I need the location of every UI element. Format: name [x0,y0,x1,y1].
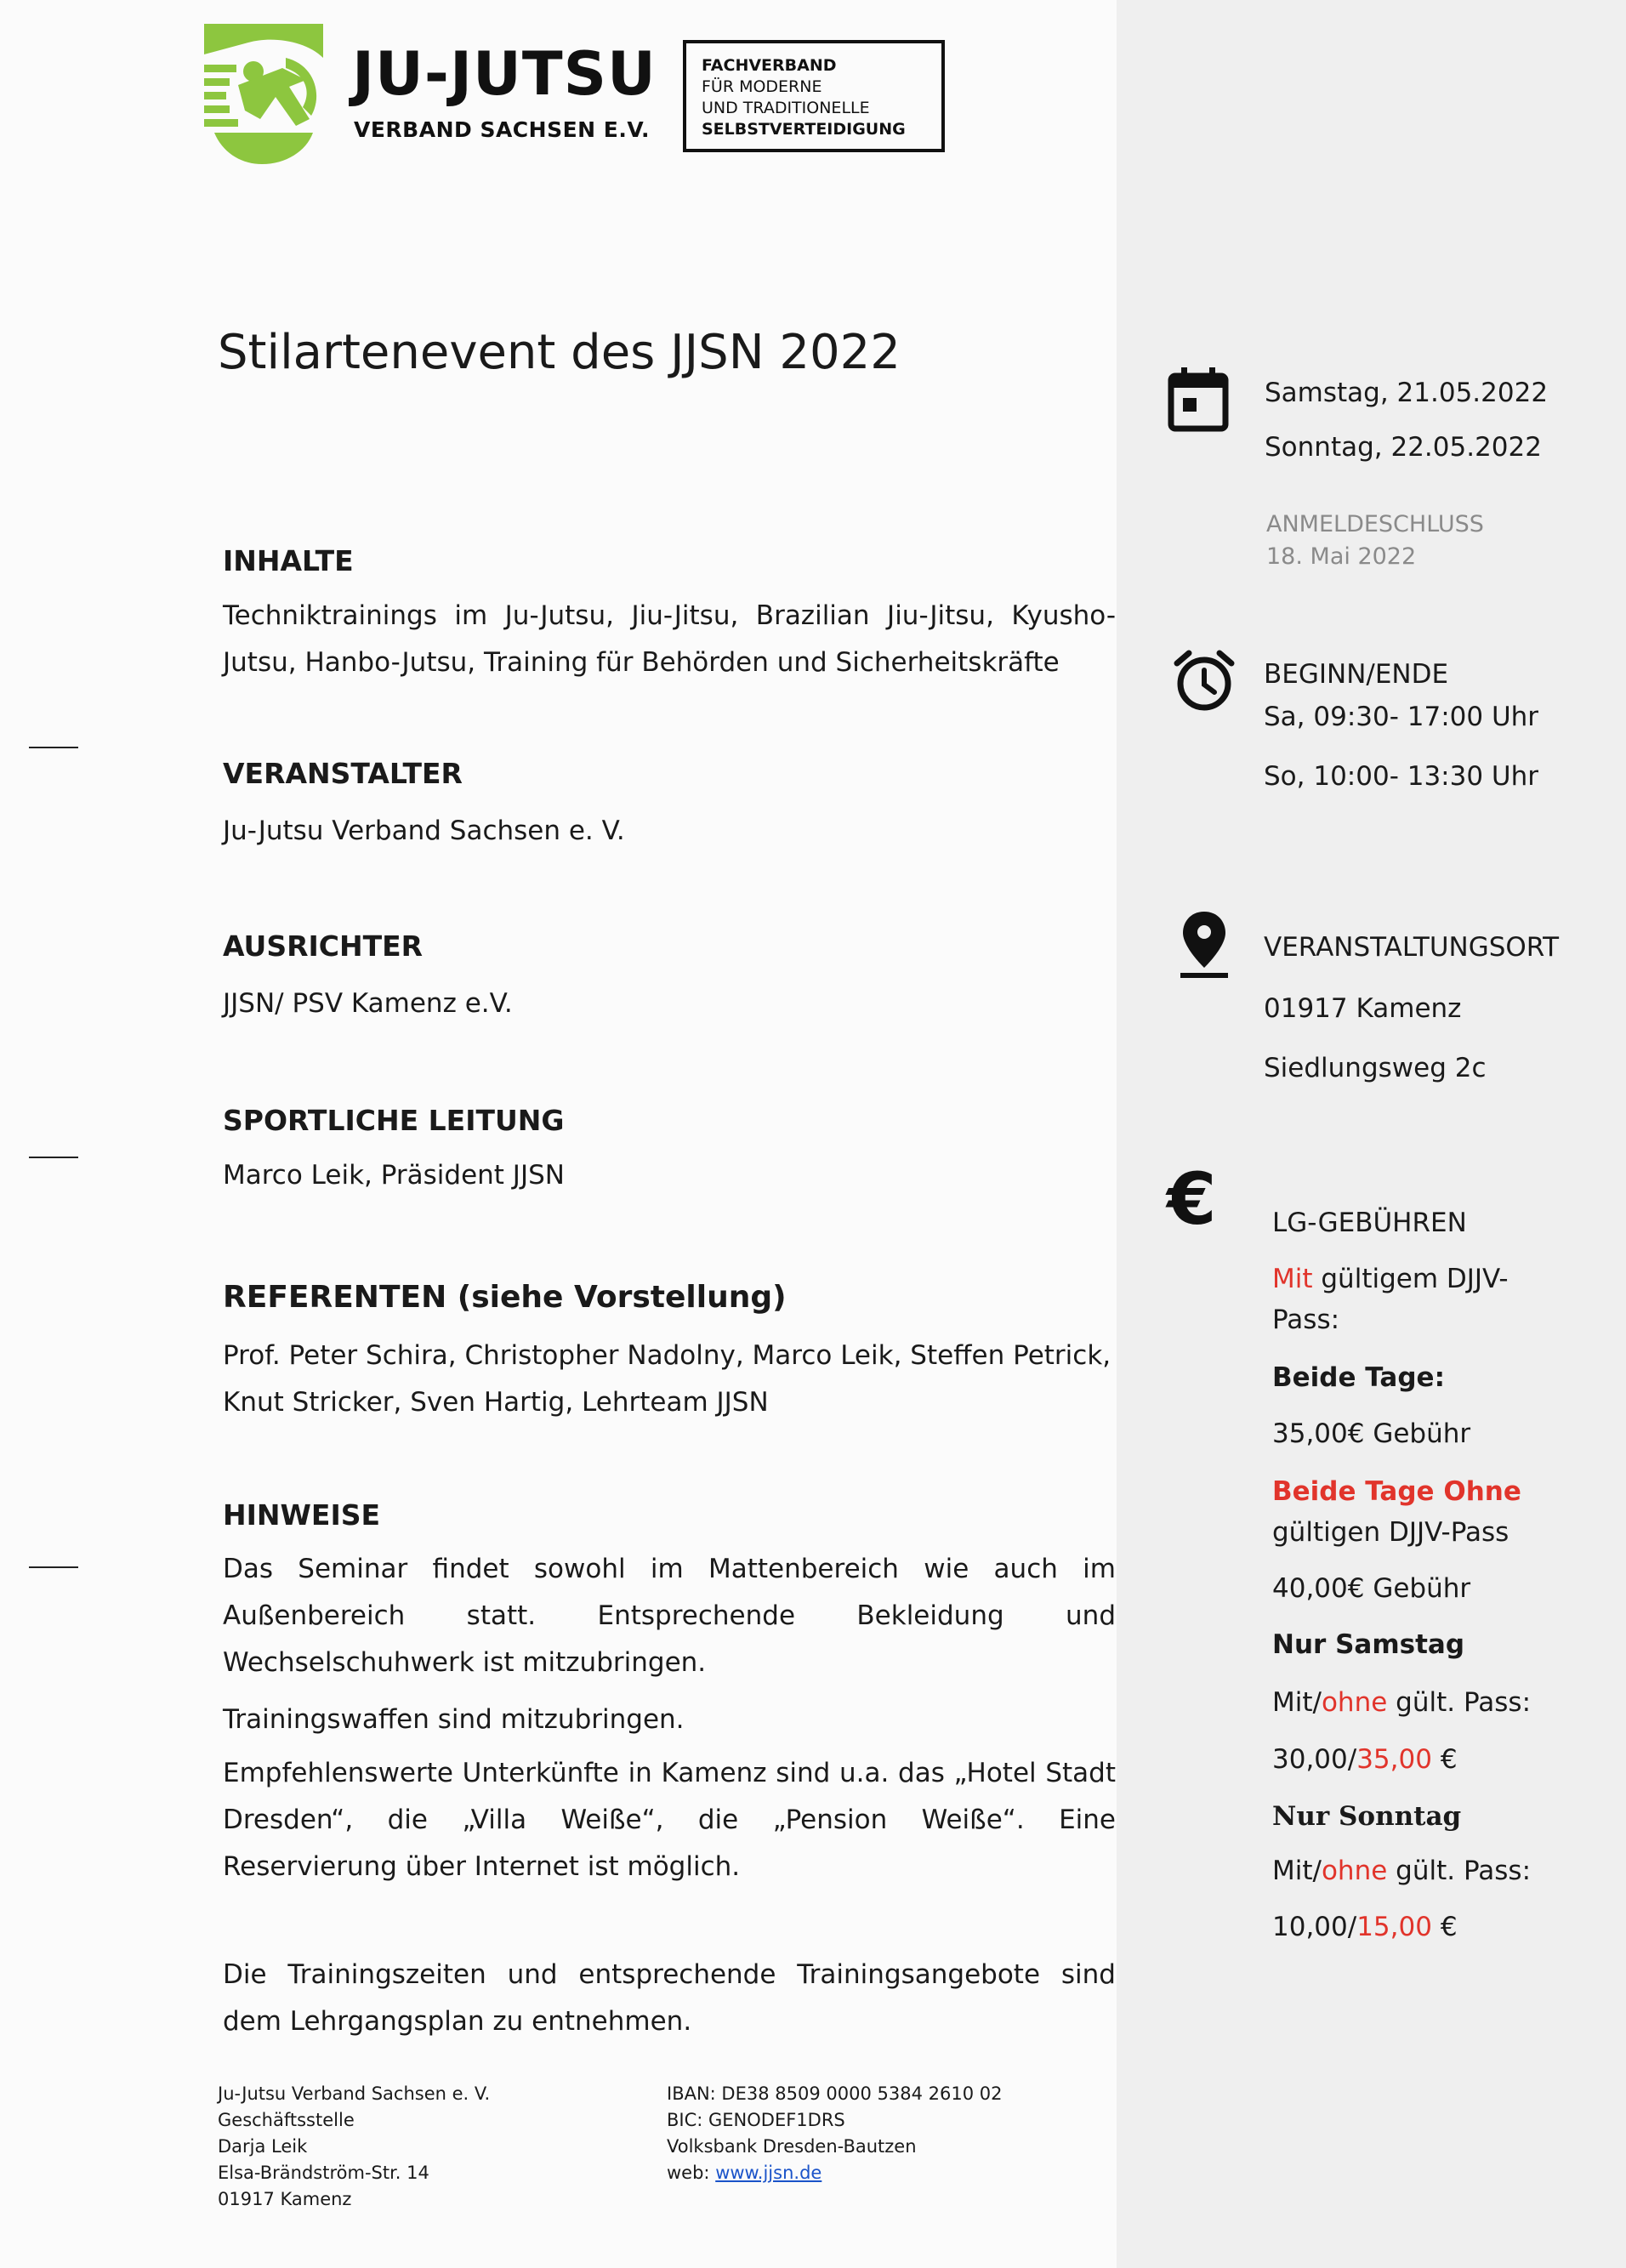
sunday-price-line [1272,1910,1458,1944]
footer-line: 01917 Kamenz [218,2189,352,2209]
text-ausrichter: JJSN/ PSV Kamenz e.V. [223,988,513,1019]
only-sunday-heading: Nur Sonntag [1272,1801,1462,1832]
fee-mit-rest: gültigem DJJV- [1321,1264,1509,1294]
saturday-price-line [1272,1742,1458,1776]
venue-heading: VERANSTALTUNGSORT [1264,932,1560,963]
euro-icon: € [1167,1157,1217,1241]
euro-sign: € [1440,1912,1458,1942]
mit-label: Mit/ [1272,1687,1322,1718]
time-saturday: Sa, 09:30- 17:00 Uhr [1264,702,1539,732]
fachverband-box [683,40,945,152]
brand-subtitle: VERBAND SACHSEN E.V. [354,117,650,142]
both-days-ohne-heading: Beide Tage Ohne [1272,1476,1521,1507]
footer-web [667,2160,1002,2186]
footer-web-label: web: [667,2163,710,2183]
guelt-pass: gült. Pass: [1396,1687,1532,1718]
margin-mark [29,1566,78,1568]
fees-heading: LG-GEBÜHREN [1272,1208,1467,1238]
document-title: Stilartenevent des JJSN 2022 [218,325,901,380]
text-hinweise-1: Das Seminar findet sowohl im Mattenbereich wie auch im Außenbereich statt. Entsprechende Bekleidung und Wechselschuhwerk ist mitzubringen. [223,1554,1116,1678]
heading-hinweise: HINWEISE [223,1498,381,1532]
both-days-fee: 35,00€ Gebühr [1272,1418,1471,1449]
event-date-saturday: Samstag, 21.05.2022 [1265,378,1549,408]
saturday-mit-price: 30,00/ [1272,1744,1357,1775]
ohne-label: ohne [1321,1687,1388,1718]
sunday-mit-price: 10,00/ [1272,1912,1357,1942]
text-referenten: Prof. Peter Schira, Christopher Nadolny, Marco Leik, Steffen Petrick, Knut Stricker, Sven Hartig, Lehrteam JJSN [223,1340,1111,1418]
mit-label: Mit/ [1272,1856,1322,1886]
text-hinweise-4: Die Trainingszeiten und entsprechende Trainingsangebote sind dem Lehrgangsplan zu entnehmen. [223,1959,1116,2037]
footer-line: Ju-Jutsu Verband Sachsen e. V. [218,2083,491,2104]
website-link[interactable]: www.jjsn.de [715,2163,822,2183]
heading-veranstalter: VERANSTALTER [223,757,463,790]
text-hinweise-2: Trainingswaffen sind mitzubringen. [223,1704,685,1735]
both-days-ohne-rest: gültigen DJJV-Pass [1272,1517,1509,1548]
heading-referenten: REFERENTEN (siehe Vorstellung) [223,1280,787,1315]
jujutsu-logo-icon [204,24,323,164]
fee-pass-line: Pass: [1272,1305,1340,1335]
text-hinweise-3: Empfehlenswerte Unterkünfte in Kamenz sind u.a. das „Hotel Stadt Dresden“, die „Villa Weiße“, die „Pension Weiße“. Eine Reservierung über Internet ist möglich. [223,1758,1116,1882]
only-saturday-heading: Nur Samstag [1272,1629,1465,1660]
fach-line-3: UND TRADITIONELLE [702,99,870,117]
location-pin-icon [1180,910,1228,980]
footer-line: Darja Leik [218,2136,308,2157]
euro-sign: € [1440,1744,1458,1775]
heading-leitung: SPORTLICHE LEITUNG [223,1104,565,1137]
alarm-clock-icon [1172,648,1237,713]
text-inhalte: Techniktrainings im Ju-Jutsu, Jiu-Jitsu, Brazilian Jiu-Jitsu, Kyusho-Jutsu, Hanbo-Jutsu, Training für Behörden und Sicherheitskräfte [223,600,1116,678]
sunday-ohne-price: 15,00 [1356,1912,1432,1942]
ohne-label: ohne [1321,1856,1388,1886]
fee-mit-word: Mit [1272,1264,1313,1294]
margin-mark [29,747,78,748]
heading-ausrichter: AUSRICHTER [223,929,424,963]
fach-line-1: FACHVERBAND [702,56,837,75]
both-days-ohne-fee: 40,00€ Gebühr [1272,1573,1471,1604]
heading-inhalte: INHALTE [223,544,354,577]
footer-line: Geschäftsstelle [218,2110,355,2130]
deadline-label: ANMELDESCHLUSS [1266,511,1484,537]
footer-bank [667,2081,1002,2186]
text-veranstalter: Ju-Jutsu Verband Sachsen e. V. [223,816,625,846]
footer-line: Elsa-Brändström-Str. 14 [218,2163,429,2183]
both-days-heading: Beide Tage: [1272,1362,1445,1393]
event-date-sunday: Sonntag, 22.05.2022 [1265,432,1542,463]
footer-bic: BIC: GENODEF1DRS [667,2110,845,2130]
text-leitung: Marco Leik, Präsident JJSN [223,1160,565,1191]
footer-iban: IBAN: DE38 8509 0000 5384 2610 02 [667,2083,1003,2104]
time-heading: BEGINN/ENDE [1264,659,1449,690]
footer-address [218,2081,490,2213]
margin-mark [29,1157,78,1158]
saturday-pass-line [1272,1685,1531,1719]
fach-line-4: SELBSTVERTEIDIGUNG [702,120,906,139]
venue-street: Siedlungsweg 2c [1264,1053,1487,1083]
footer-bank-name: Volksbank Dresden-Bautzen [667,2136,917,2157]
saturday-ohne-price: 35,00 [1356,1744,1432,1775]
brand-title: JU-JUTSU [352,39,657,109]
sunday-pass-line [1272,1854,1531,1888]
calendar-icon [1168,367,1229,432]
fach-line-2: FÜR MODERNE [702,77,822,96]
fee-mit-line [1272,1262,1509,1296]
guelt-pass: gült. Pass: [1396,1856,1532,1886]
time-sunday: So, 10:00- 13:30 Uhr [1264,761,1539,792]
deadline-date: 18. Mai 2022 [1266,543,1417,570]
venue-city: 01917 Kamenz [1264,993,1462,1024]
